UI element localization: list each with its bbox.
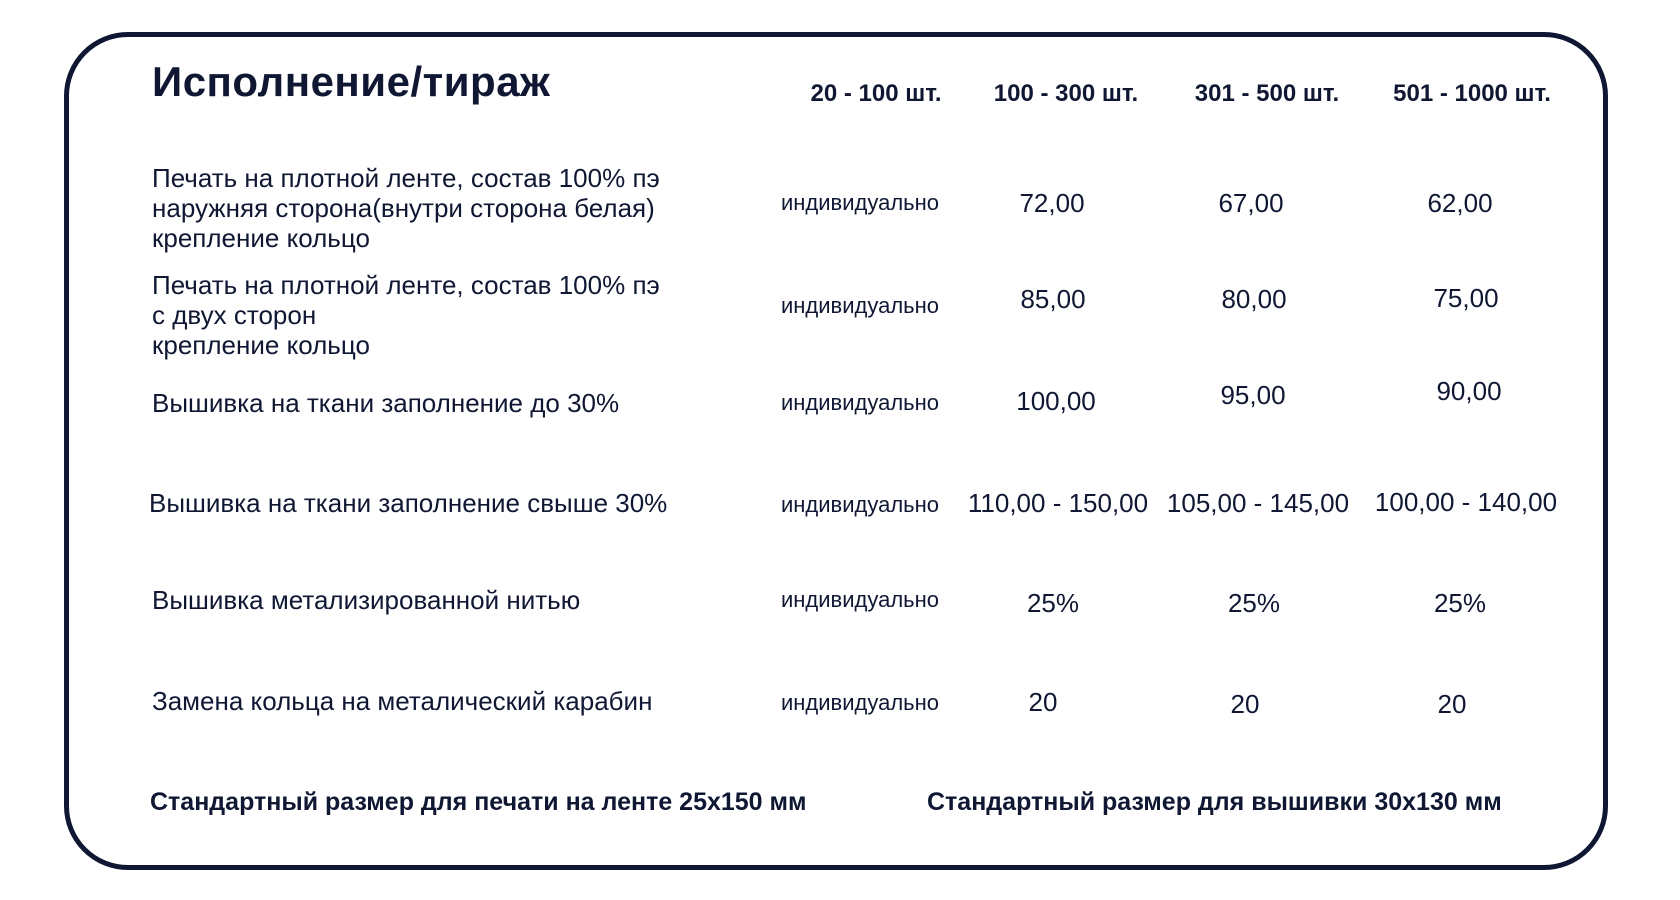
row-description-line: Вышивка на ткани заполнение свыше 30% [149,488,668,518]
row-description [152,388,619,418]
embroidery-size-note: Стандартный размер для вышивки 30х130 мм [927,788,1502,816]
column-header-301-500: 301 - 500 шт. [1194,80,1340,107]
row-description [152,585,580,615]
price-cell: 25% [1227,588,1281,618]
row-description-line: Замена кольца на металический карабин [152,686,653,716]
price-cell: индивидуально [780,587,940,612]
price-cell: 85,00 [1020,284,1086,314]
row-description-line: с двух сторон [152,300,317,330]
price-cell: 110,00 - 150,00 [967,488,1149,518]
row-description-line: Печать на плотной ленте, состав 100% пэ [152,270,660,300]
price-cell: индивидуально [780,690,940,715]
price-cell: 20 [1028,687,1058,717]
row-description [152,686,652,716]
price-cell: 25% [1026,588,1080,618]
price-cell: индивидуально [780,190,940,215]
row-description-line: Вышивка на ткани заполнение до 30% [152,388,620,418]
price-cell: 90,00 [1436,376,1502,406]
row-description [152,163,660,253]
price-cell: индивидуально [780,492,940,517]
page-title: Исполнение/тираж [152,58,551,105]
price-cell: 62,00 [1427,188,1493,218]
row-description-line: Вышивка метализированной нитью [152,585,581,615]
price-cell: 105,00 - 145,00 [1166,488,1350,518]
price-cell: 95,00 [1220,380,1286,410]
price-cell: 100,00 - 140,00 [1374,487,1558,517]
row-description-line: крепление кольцо [152,330,370,360]
column-header-501-1000: 501 - 1000 шт. [1393,80,1551,107]
row-description [149,488,667,518]
column-header-100-300: 100 - 300 шт. [993,80,1139,107]
row-description-line: наружняя сторона(внутри сторона белая) [152,193,655,223]
price-cell: индивидуально [780,390,940,415]
print-size-note: Стандартный размер для печати на ленте 25х150 мм [150,788,807,816]
column-header-20-100: 20 - 100 шт. [810,80,942,107]
price-cell: индивидуально [780,293,940,318]
price-cell: 80,00 [1221,284,1287,314]
row-description [152,270,660,360]
row-description-line: Печать на плотной ленте, состав 100% пэ [152,163,660,193]
price-cell: 20 [1230,689,1260,719]
price-cell: 72,00 [1019,188,1085,218]
price-cell: 67,00 [1218,188,1284,218]
price-table-frame [64,32,1608,870]
price-cell: 100,00 [1016,386,1096,416]
row-description-line: крепление кольцо [152,223,370,253]
price-cell: 25% [1433,588,1487,618]
price-cell: 20 [1437,689,1467,719]
price-cell: 75,00 [1433,283,1499,313]
